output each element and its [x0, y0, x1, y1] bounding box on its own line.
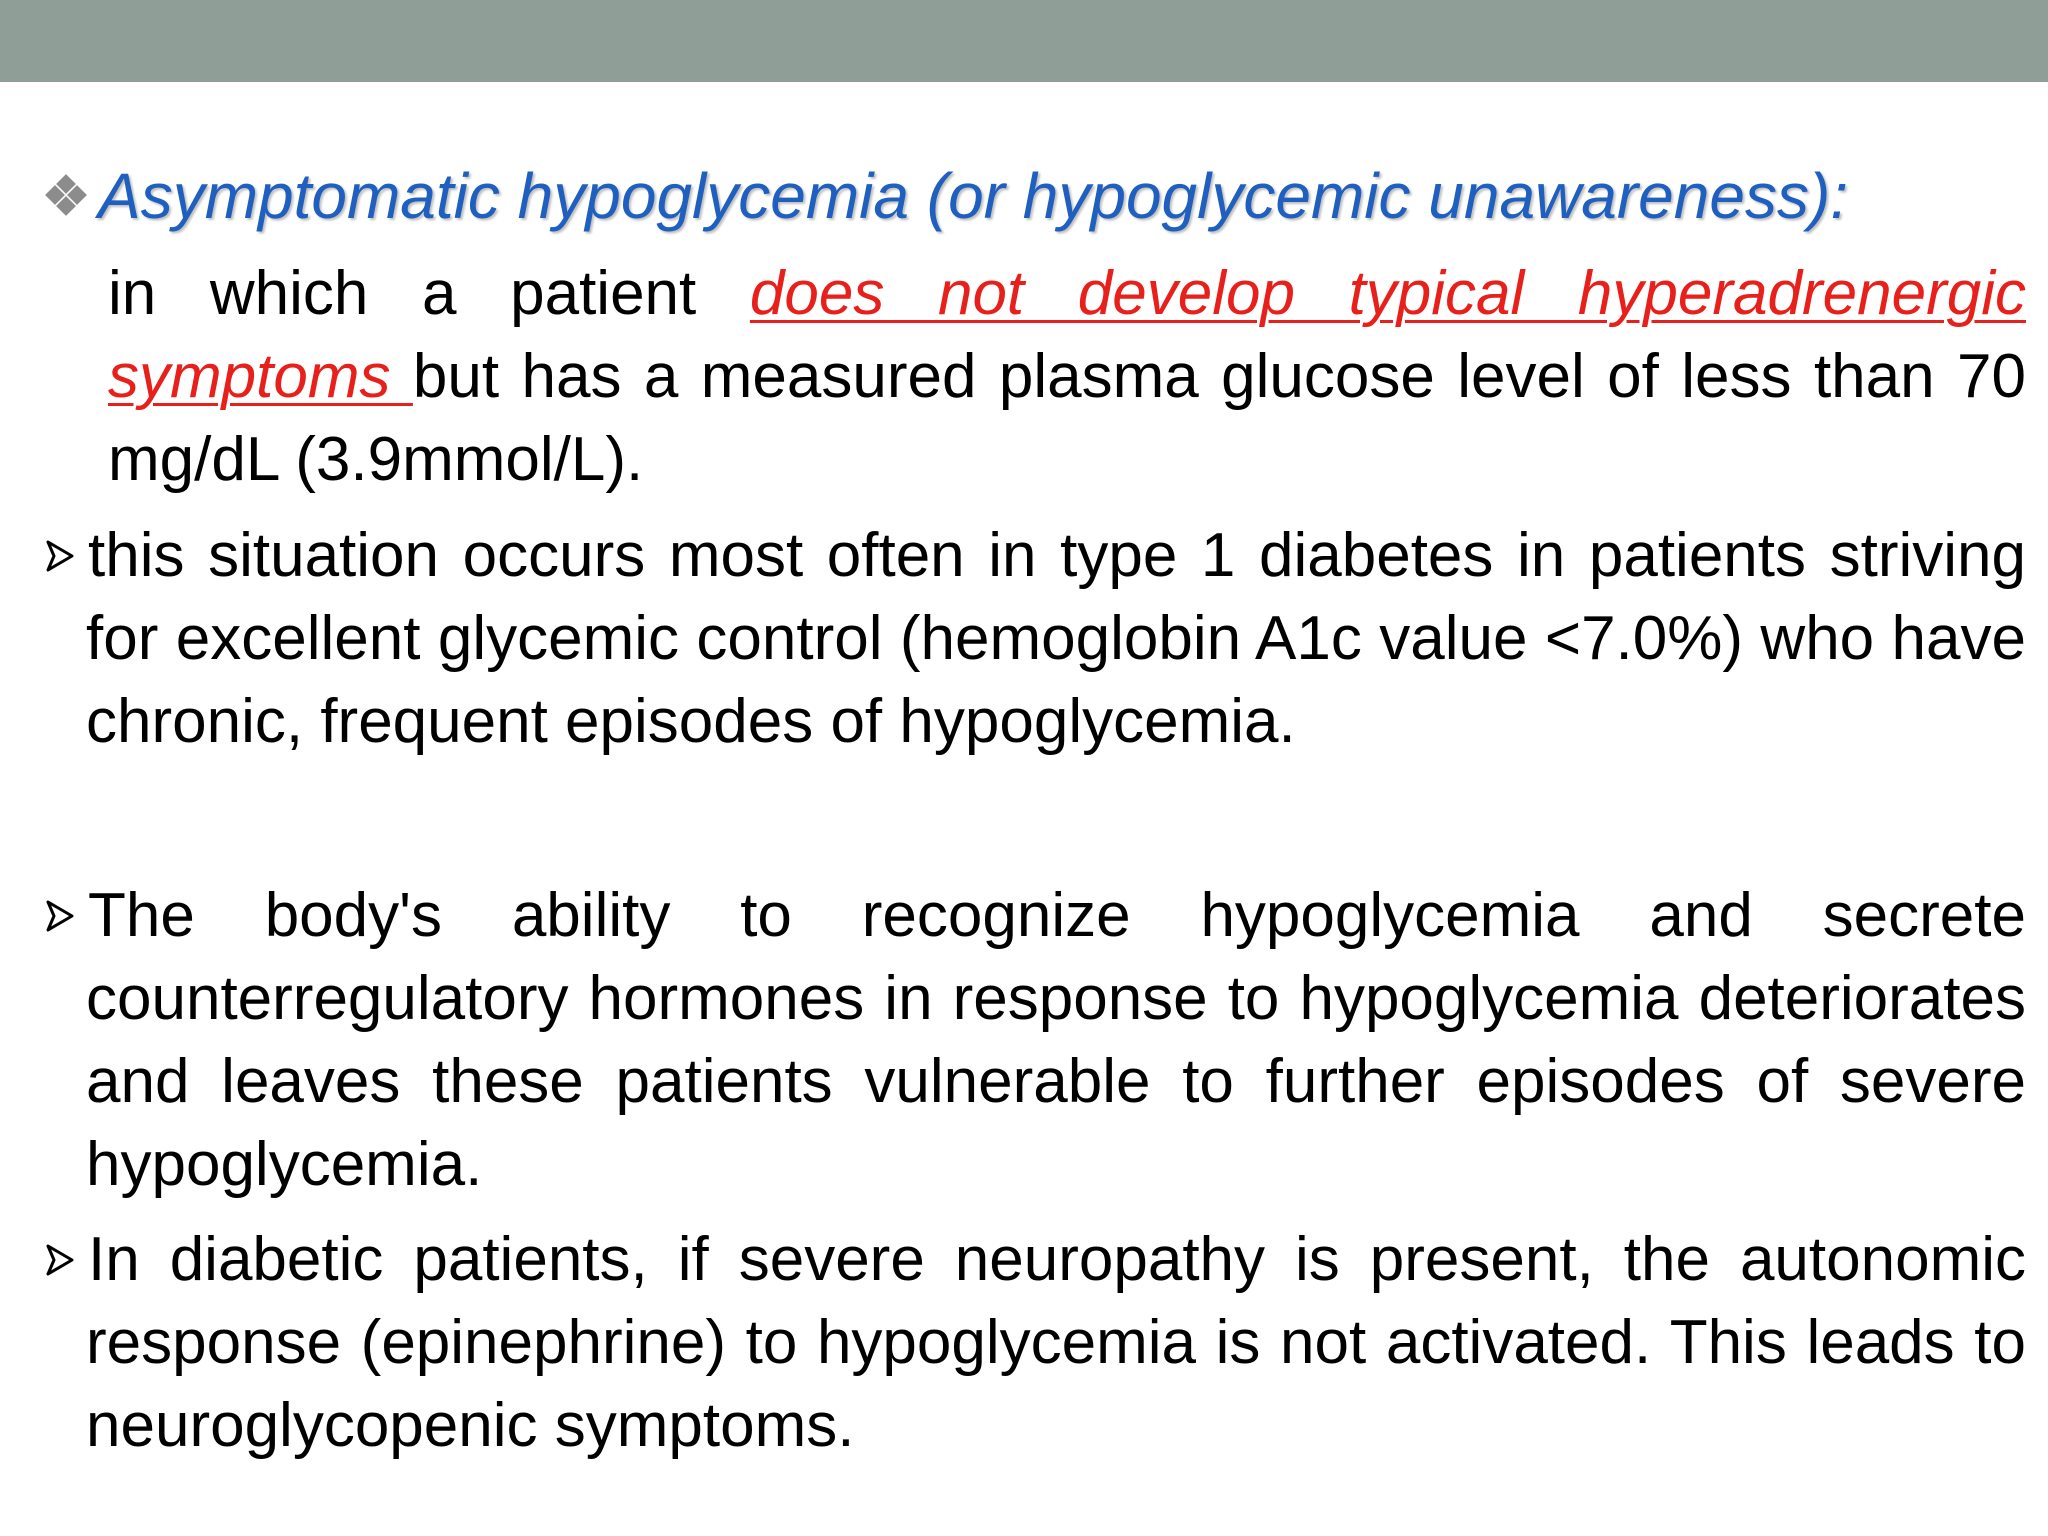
bullet-1 [44, 514, 2026, 763]
slide-heading [44, 152, 2024, 240]
arrowhead-icon [44, 1240, 76, 1280]
definition-emphasis: does not develop typical hyperadrenergic symptoms [108, 259, 2026, 411]
heading-text: Asymptomatic hypoglycemia (or hypoglycemic unawareness): [98, 160, 1849, 232]
bullet-1-text: this situation occurs most often in type 1 diabetes in patients striving for excellent glycemic control (hemoglobin A1c value <7.0%) who have chronic, frequent episodes of hypoglycemia. [86, 521, 2026, 756]
arrowhead-icon [44, 536, 76, 576]
bullet-2-paragraph [44, 874, 2026, 1206]
bullet-3-paragraph [44, 1218, 2026, 1467]
bullet-3-text: In diabetic patients, if severe neuropathy is present, the autonomic response (epinephrine) to hypoglycemia is not activated. This leads to neuroglycopenic symptoms. [86, 1225, 2026, 1460]
definition-tail: but has a measured plasma glucose level of less than 70 mg/dL (3.9mmol/L). [108, 342, 2026, 494]
diamond-cluster-icon [44, 173, 88, 217]
definition-paragraph [108, 252, 2026, 501]
bullet-2-text: The body's ability to recognize hypoglycemia and secrete counterregulatory hormones in response to hypoglycemia deteriorates and leaves these patients vulnerable to further episodes of severe hypoglycemia. [86, 881, 2026, 1199]
slide-header-bar [0, 0, 2048, 82]
definition-lead: in which a patient [108, 259, 750, 328]
bullet-3 [44, 1218, 2026, 1467]
arrowhead-icon [44, 896, 76, 936]
bullet-1-paragraph [44, 514, 2026, 763]
bullet-2 [44, 874, 2026, 1206]
